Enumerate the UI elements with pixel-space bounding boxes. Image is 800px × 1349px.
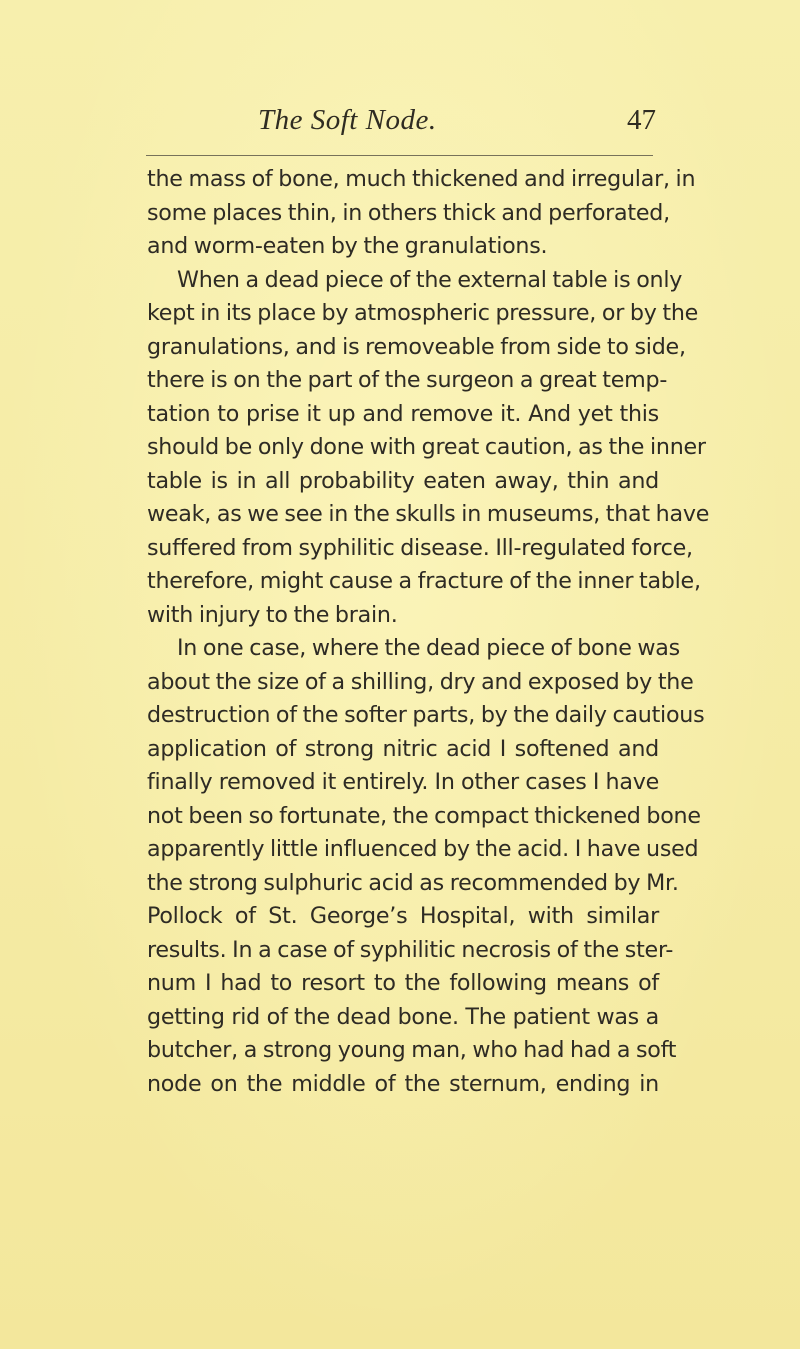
text-line: therefore, might cause a fracture of the inner table, — [147, 568, 701, 594]
text-line: apparently little influenced by the acid. I have used — [147, 836, 699, 862]
text-line: kept in its place by atmospheric pressure, or by the — [147, 300, 699, 326]
body-text — [147, 163, 710, 1101]
text-line: table is in all probability eaten away, thin and — [147, 467, 659, 494]
text-line: finally removed it entirely. In other cases I have — [147, 769, 659, 795]
text-line: Pollock of St. George’s Hospital, with similar — [147, 903, 659, 929]
text-line: some places thin, in others thick and perforated, — [147, 199, 670, 226]
text-line: When a dead piece of the external table is only — [177, 266, 683, 293]
running-title: The Soft Node. — [258, 104, 437, 136]
text-line: num I had to resort to the following means of — [147, 970, 659, 996]
text-line: should be only done with great caution, as the inner — [147, 434, 706, 460]
text-line: suffered from syphilitic disease. Ill-regulated force, — [147, 534, 693, 561]
text-line: there is on the part of the surgeon a great temp- — [147, 367, 668, 393]
text-line: In one case, where the dead piece of bone was — [177, 635, 680, 661]
text-line: results. In a case of syphilitic necrosis of the ster- — [147, 936, 674, 963]
text-line: the mass of bone, much thickened and irregular, in — [147, 166, 696, 192]
text-line: getting rid of the dead bone. The patient was a — [147, 1003, 659, 1030]
text-line: node on the middle of the sternum, ending in — [147, 1070, 659, 1097]
text-line: granulations, and is removeable from side to side, — [147, 333, 686, 360]
text-line: and worm-eaten by the granulations. — [147, 233, 548, 259]
text-line: butcher, a strong young man, who had had a soft — [147, 1037, 677, 1063]
text-line: the strong sulphuric acid as recommended by Mr. — [147, 869, 679, 896]
text-line: destruction of the softer parts, by the daily cautious — [147, 702, 705, 728]
page-number: 47 — [627, 104, 656, 136]
text-line: tation to prise it up and remove it. And yet this — [147, 400, 659, 427]
header-rule — [146, 155, 653, 156]
running-head — [130, 104, 660, 144]
text-line: weak, as we see in the skulls in museums, that have — [147, 501, 710, 527]
text-line: with injury to the brain. — [147, 601, 398, 628]
text-line: application of strong nitric acid I softened and — [147, 735, 659, 762]
text-line: about the size of a shilling, dry and exposed by the — [147, 668, 694, 695]
text-line: not been so fortunate, the compact thickened bone — [147, 802, 701, 829]
